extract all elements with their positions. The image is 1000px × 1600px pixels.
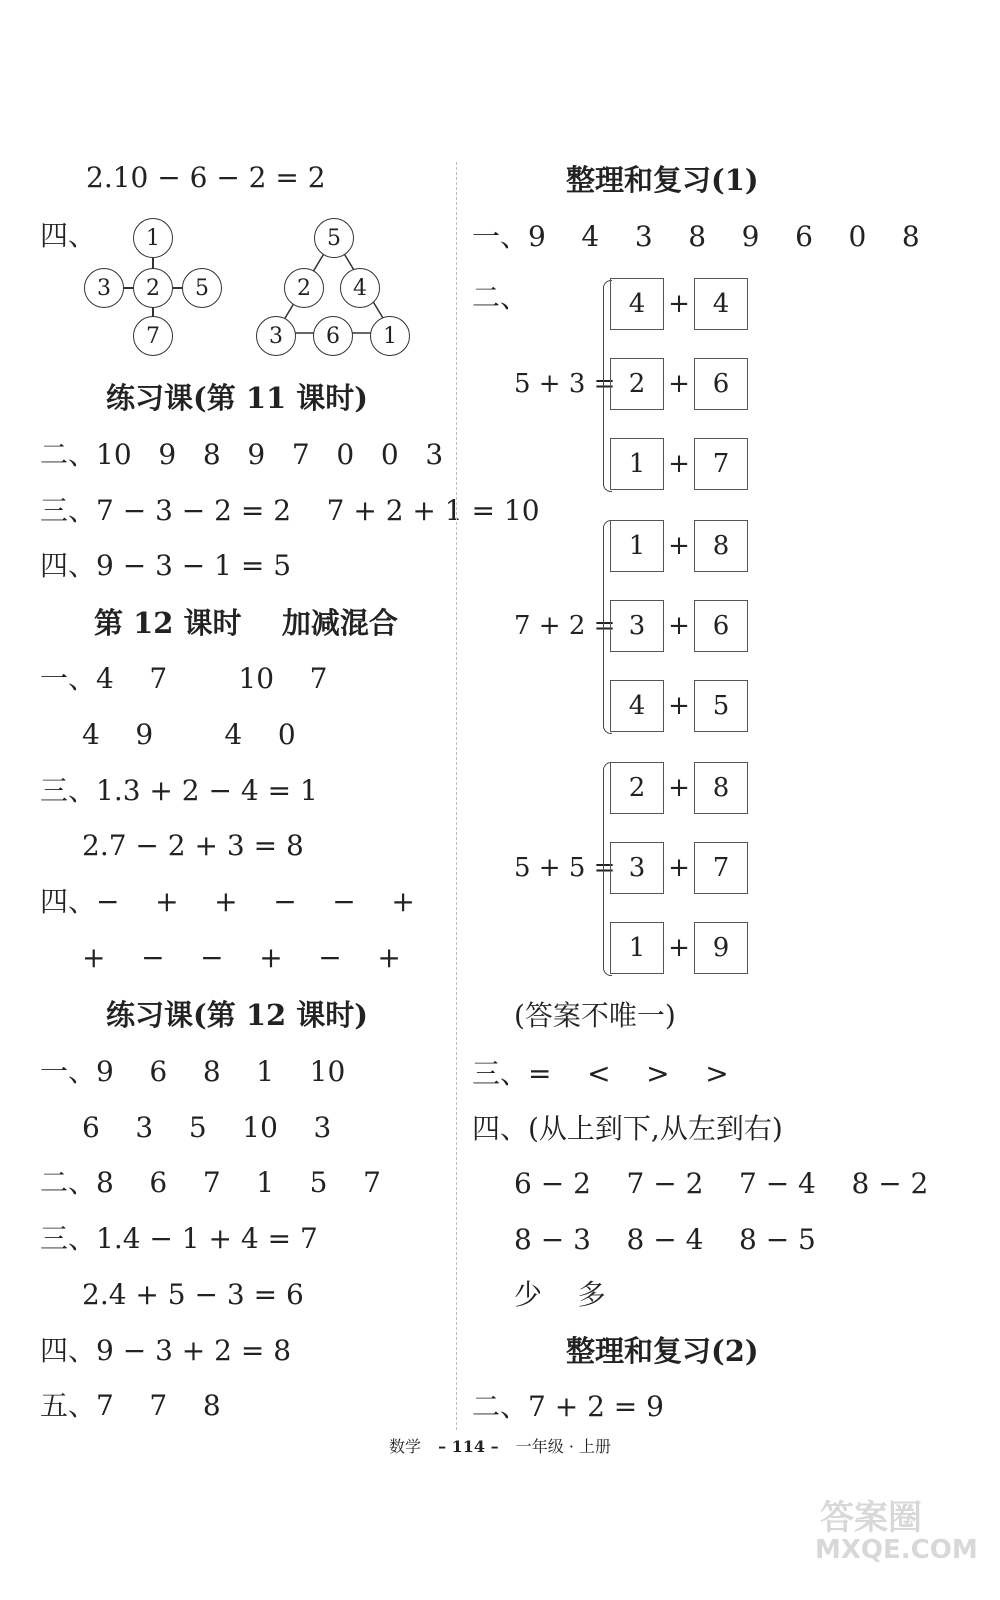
answer-box: 4: [694, 278, 748, 330]
answer-box: 8: [694, 762, 748, 814]
answer-line: + − − + − +: [82, 941, 401, 974]
footer-grade: 一年级 · 上册: [515, 1437, 611, 1456]
section-heading: 练习课(第 12 课时): [106, 998, 368, 1032]
answer-line: 三、1.4 − 1 + 4 = 7: [40, 1222, 318, 1255]
number-circle: 5: [182, 268, 222, 308]
answer-line: 三、= < > >: [472, 1057, 729, 1090]
number-circle: 2: [133, 268, 173, 308]
answer-box: 3: [610, 600, 664, 652]
plus-sign: +: [668, 933, 690, 963]
number-circle: 4: [340, 268, 380, 308]
answer-line: 少 多: [514, 1278, 606, 1311]
answer-box: 1: [610, 520, 664, 572]
answer-box: 2: [610, 358, 664, 410]
page-footer: [0, 1434, 1000, 1457]
plus-sign: +: [668, 611, 690, 641]
answer-box: 5: [694, 680, 748, 732]
answer-box: 4: [610, 680, 664, 732]
answer-line: 三、1.3 + 2 − 4 = 1: [40, 774, 318, 807]
answer-box: 2: [610, 762, 664, 814]
answer-line: 6 − 2 7 − 2 7 − 4 8 − 2: [514, 1167, 929, 1200]
plus-sign: +: [668, 369, 690, 399]
answer-line: 二、10 9 8 9 7 0 0 3: [40, 438, 444, 471]
plus-sign: +: [668, 449, 690, 479]
footer-subject: 数学: [388, 1437, 421, 1456]
plus-sign: +: [668, 853, 690, 883]
number-circle: 1: [370, 316, 410, 356]
plus-sign: +: [668, 773, 690, 803]
answer-line: 4 9 4 0: [82, 718, 296, 751]
answer-line: 2.10 − 6 − 2 = 2: [86, 161, 326, 194]
answer-line: 五、7 7 8: [40, 1389, 221, 1422]
answer-box: 6: [694, 358, 748, 410]
answer-line: 二、8 6 7 1 5 7: [40, 1166, 381, 1199]
answer-box: 1: [610, 922, 664, 974]
group-label: 7 + 2 =: [514, 611, 616, 641]
note: (答案不唯一): [514, 999, 676, 1032]
plus-sign: +: [668, 691, 690, 721]
answer-line: 四、9 − 3 + 2 = 8: [40, 1334, 292, 1367]
answer-line: 一、4 7 10 7: [40, 662, 328, 695]
answer-box: 7: [694, 438, 748, 490]
watermark-url: MXQE.COM: [815, 1535, 978, 1565]
answer-line: 2.7 − 2 + 3 = 8: [82, 829, 304, 862]
answer-line: 6 3 5 10 3: [82, 1111, 332, 1144]
answer-box: 6: [694, 600, 748, 652]
section-heading: 整理和复习(1): [566, 163, 759, 197]
number-circle: 3: [256, 316, 296, 356]
group-label: 5 + 5 =: [514, 853, 616, 883]
answer-box: 9: [694, 922, 748, 974]
number-circle: 3: [84, 268, 124, 308]
number-circle: 5: [314, 218, 354, 258]
answer-line: 四、9 − 3 − 1 = 5: [40, 549, 292, 582]
watermark-logo: 答案圈: [820, 1498, 922, 1538]
page-number: – 114 –: [438, 1437, 499, 1456]
answer-line: 一、9 4 3 8 9 6 0 8: [472, 220, 920, 253]
number-circle: 7: [133, 316, 173, 356]
answer-line: 三、7 − 3 − 2 = 2 7 + 2 + 1 = 10: [40, 494, 540, 527]
section-heading: 整理和复习(2): [566, 1334, 759, 1368]
answer-line: 一、9 6 8 1 10: [40, 1055, 346, 1088]
answer-line: 2.4 + 5 − 3 = 6: [82, 1278, 304, 1311]
number-circle: 1: [133, 218, 173, 258]
number-circle: 6: [313, 316, 353, 356]
plus-sign: +: [668, 289, 690, 319]
number-circle: 2: [284, 268, 324, 308]
section-label: 二、: [472, 281, 529, 314]
answer-box: 1: [610, 438, 664, 490]
column-divider: [456, 162, 457, 1430]
answer-box: 4: [610, 278, 664, 330]
section-heading: 练习课(第 11 课时): [106, 381, 368, 415]
plus-sign: +: [668, 531, 690, 561]
answer-line: 8 − 3 8 − 4 8 − 5: [514, 1223, 816, 1256]
section-label: 四、: [40, 219, 97, 252]
section-heading: 第 12 课时 加减混合: [94, 606, 398, 640]
group-label: 5 + 3 =: [514, 369, 616, 399]
answer-line: 四、− + + − − +: [40, 885, 415, 918]
answer-box: 8: [694, 520, 748, 572]
answer-box: 3: [610, 842, 664, 894]
answer-line: 二、7 + 2 = 9: [472, 1390, 664, 1423]
answer-box: 7: [694, 842, 748, 894]
answer-line: 四、(从上到下,从左到右): [472, 1112, 783, 1145]
